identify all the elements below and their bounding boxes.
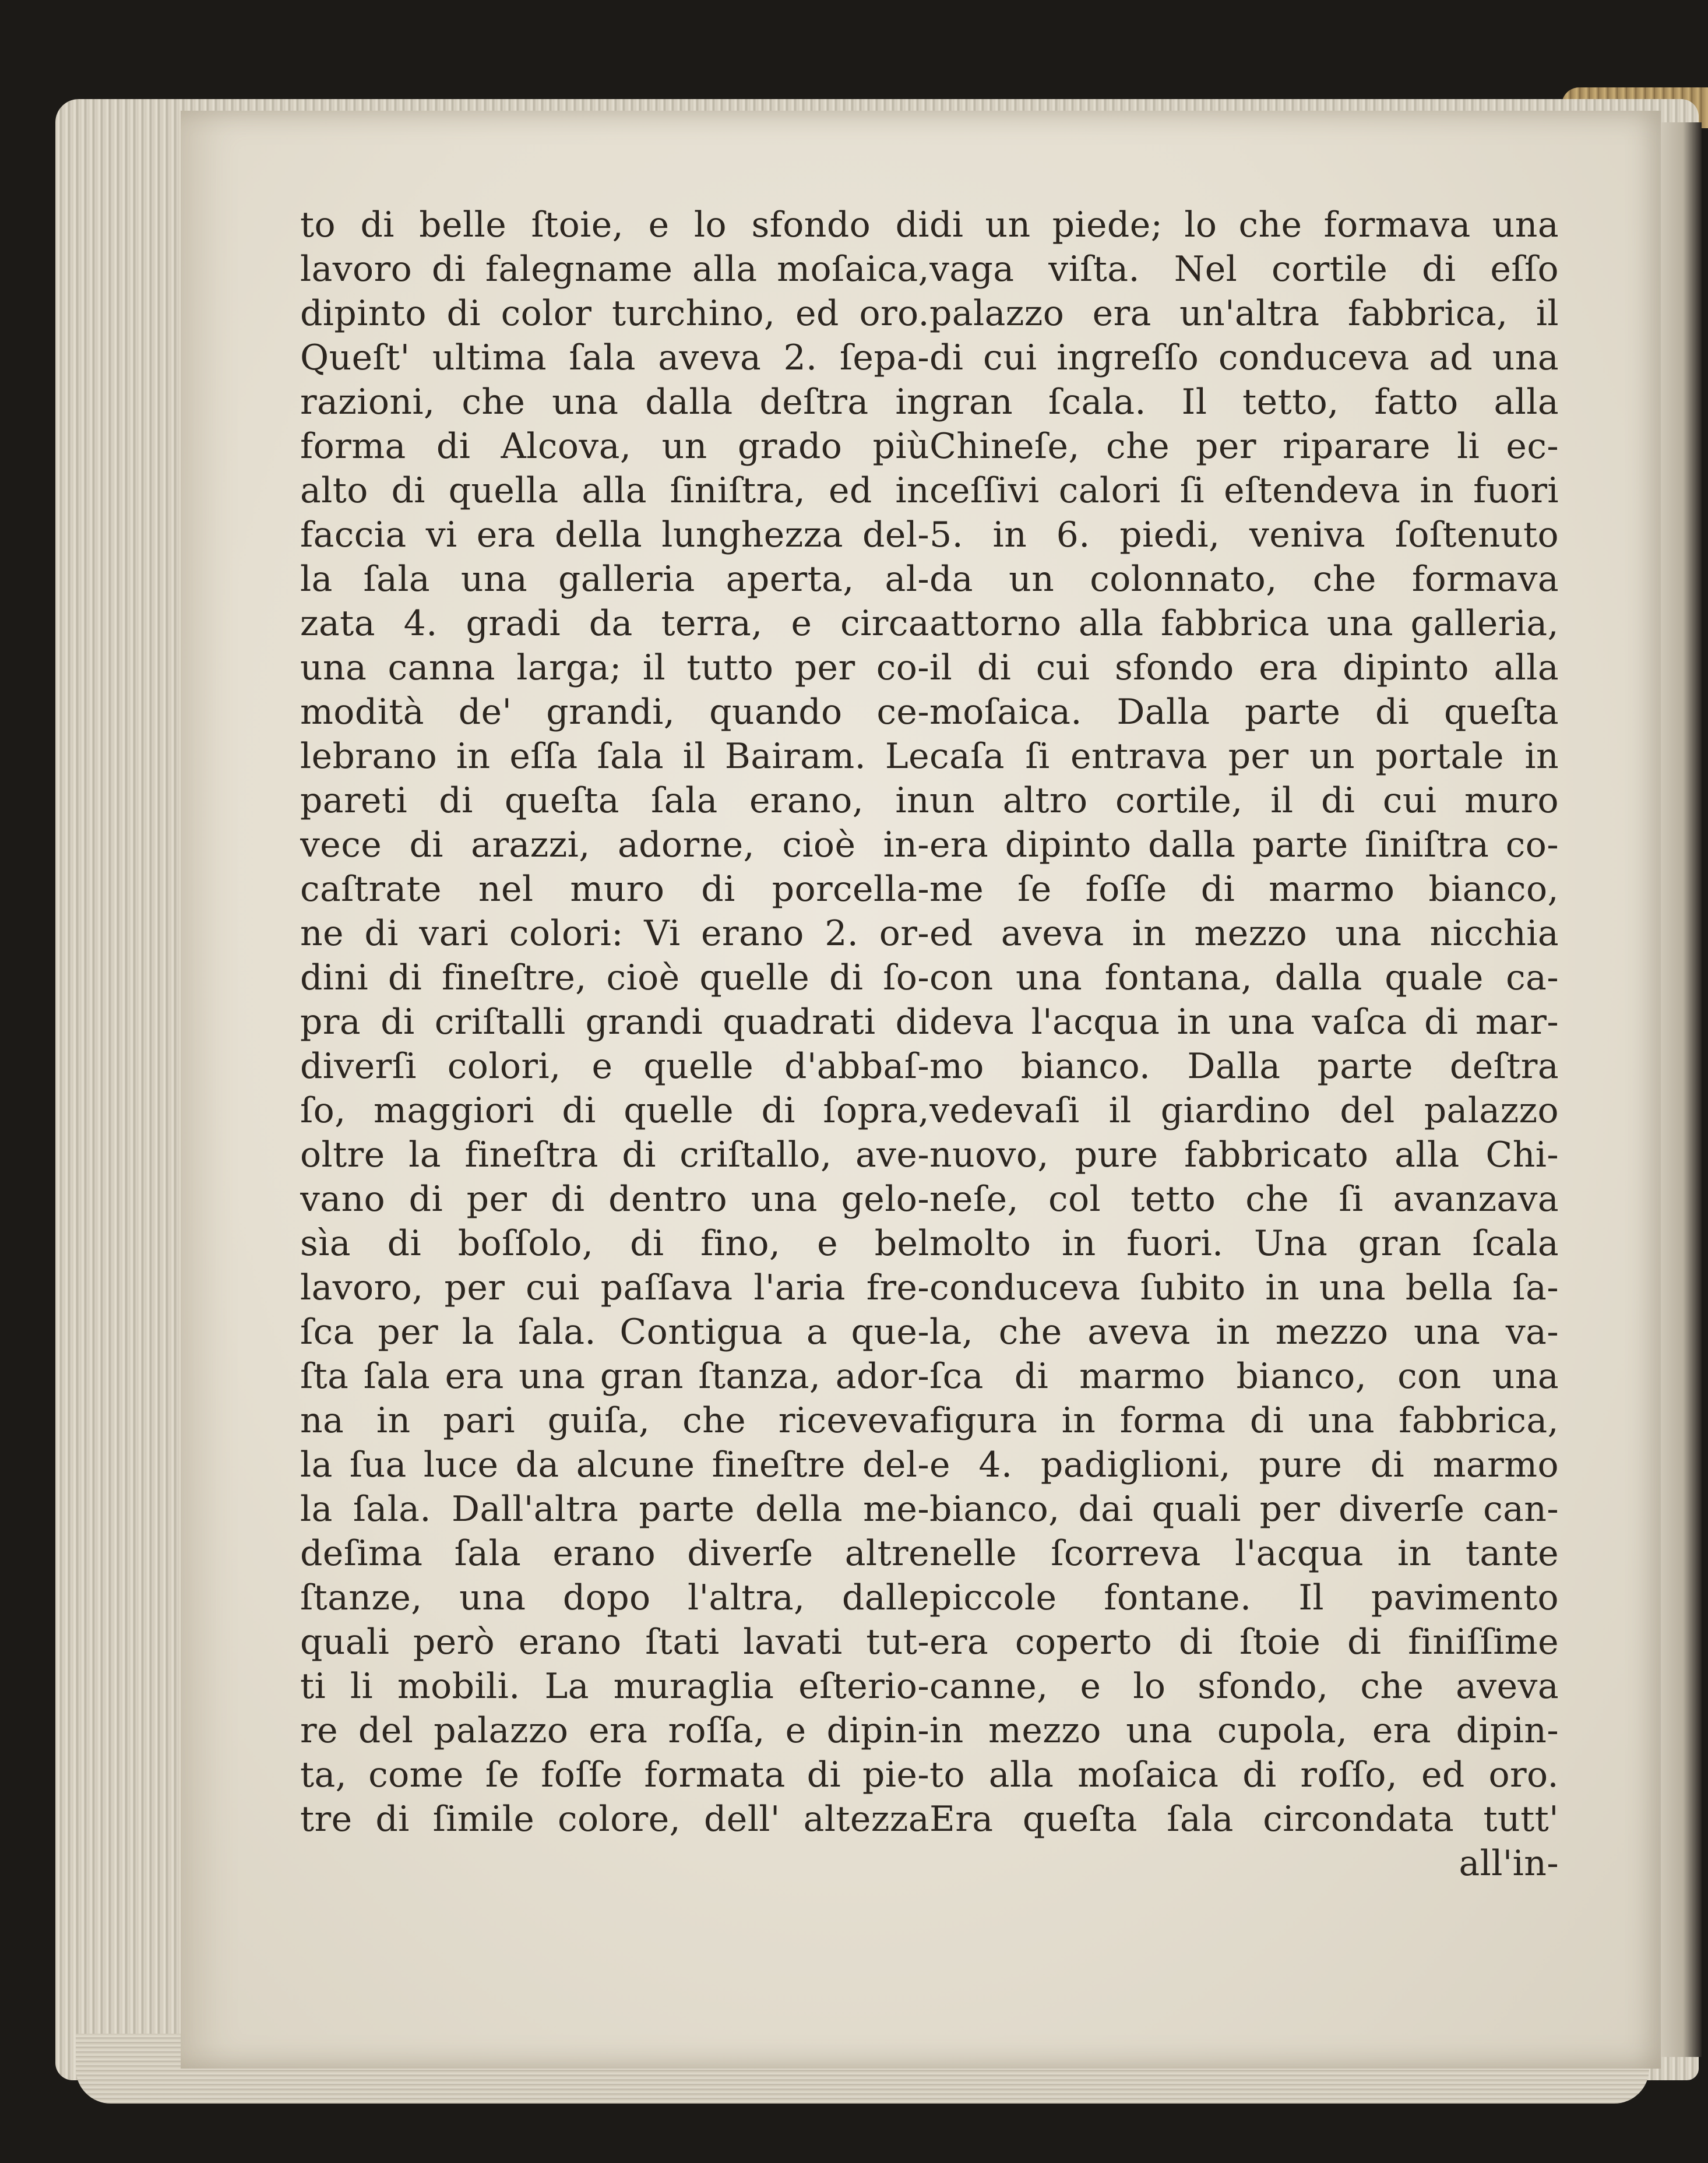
- text-column-right: [929, 203, 1559, 1886]
- text-line: sìa di boſſolo, di fino, e bel: [300, 1223, 929, 1264]
- text-line: lebrano in eſſa ſala il Bairam. Le: [300, 736, 929, 777]
- text-line: era coperto di ſtoie di finiſſime: [929, 1622, 1559, 1662]
- text-line: moſaica. Dalla parte di queſta: [929, 692, 1559, 732]
- text-line: e 4. padiglioni, pure di marmo: [929, 1445, 1559, 1485]
- text-line: un altro cortile, il di cui muro: [929, 780, 1559, 821]
- text-line: dini di fineſtre, cioè quelle di ſo-: [300, 957, 929, 998]
- text-line: palazzo era un'altra fabbrica, il: [929, 293, 1559, 334]
- text-line: conduceva ſubito in una bella ſa-: [929, 1267, 1559, 1308]
- text-column-left: [300, 203, 929, 1841]
- text-line: molto in fuori. Una gran ſcala: [929, 1223, 1559, 1264]
- text-line: piccole fontane. Il pavimento: [929, 1577, 1559, 1618]
- text-line: caſa ſi entrava per un portale in: [929, 736, 1559, 777]
- text-line: faccia vi era della lunghezza del-: [300, 515, 929, 555]
- text-line: ti li mobili. La muraglia eſterio-: [300, 1666, 929, 1707]
- text-line: zata 4. gradi da terra, e circa: [300, 603, 929, 644]
- text-line: 5. in 6. piedi, veniva ſoſtenuto: [929, 515, 1559, 555]
- text-line: forma di Alcova, un grado più: [300, 426, 929, 467]
- text-line: me ſe foſſe di marmo bianco,: [929, 869, 1559, 910]
- text-line: bianco, dai quali per diverſe can-: [929, 1489, 1559, 1530]
- text-line: ſtanze, una dopo l'altra, dalle: [300, 1577, 929, 1618]
- text-line: alto di quella alla ſiniſtra, ed in: [300, 470, 929, 511]
- text-line: to di belle ſtoie, e lo sfondo di: [300, 205, 929, 245]
- text-line: lavoro di falegname alla moſaica,: [300, 249, 929, 290]
- text-line: ceſſivi calori ſi eſtendeva in fuori: [929, 470, 1559, 511]
- text-line: ta, come ſe foſſe formata di pie-: [300, 1755, 929, 1795]
- text-line: da un colonnato, che formava: [929, 559, 1559, 600]
- text-line: razioni, che una dalla deſtra in: [300, 382, 929, 422]
- text-line: di un piede; lo che formava una: [929, 205, 1559, 245]
- text-line: la ſala. Dall'altra parte della me-: [300, 1489, 929, 1530]
- text-line: lavoro, per cui paſſava l'aria fre-: [300, 1267, 929, 1308]
- text-line: Queſt' ultima ſala aveva 2. ſepa-: [300, 337, 929, 378]
- text-line: pra di criſtalli grandi quadrati di: [300, 1002, 929, 1042]
- text-line: na in pari guiſa, che riceveva: [300, 1400, 929, 1441]
- text-line: con una fontana, dalla quale ca-: [929, 957, 1559, 998]
- text-line: ne di vari colori: Vi erano 2. or-: [300, 913, 929, 954]
- text-line: attorno alla fabbrica una galleria,: [929, 603, 1559, 644]
- text-line: dipinto di color turchino, ed oro.: [300, 293, 929, 334]
- text-line: una canna larga; il tutto per co-: [300, 647, 929, 688]
- text-line: vece di arazzi, adorne, cioè in-: [300, 825, 929, 865]
- text-line: la ſala una galleria aperta, al-: [300, 559, 929, 600]
- text-line: ſca di marmo bianco, con una: [929, 1356, 1559, 1397]
- text-line: to alla moſaica di roſſo, ed oro.: [929, 1755, 1559, 1795]
- text-line: vedevaſi il giardino del palazzo: [929, 1090, 1559, 1131]
- text-line: modità de' grandi, quando ce-: [300, 692, 929, 732]
- text-line: deva l'acqua in una vaſca di mar-: [929, 1002, 1559, 1042]
- text-line: neſe, col tetto che ſi avanzava: [929, 1179, 1559, 1220]
- text-line: era dipinto dalla parte ſiniſtra co-: [929, 825, 1559, 865]
- text-line: ſo, maggiori di quelle di ſopra,: [300, 1090, 929, 1131]
- text-line: oltre la fineſtra di criſtallo, ave-: [300, 1135, 929, 1175]
- text-line: tre di ſimile colore, dell' altezza: [300, 1799, 929, 1840]
- text-line: di cui ingreſſo conduceva ad una: [929, 337, 1559, 378]
- facing-page-edge: [1655, 122, 1702, 2057]
- text-line: ſta ſala era una gran ſtanza, ador-: [300, 1356, 929, 1397]
- text-line: Era queſta ſala circondata tutt': [929, 1799, 1559, 1840]
- text-line: pareti di queſta ſala erano, in: [300, 780, 929, 821]
- text-line: figura in forma di una fabbrica,: [929, 1400, 1559, 1441]
- text-line: il di cui sfondo era dipinto alla: [929, 647, 1559, 688]
- text-line: la ſua luce da alcune fineſtre del-: [300, 1445, 929, 1485]
- text-line: deſima ſala erano diverſe altre: [300, 1533, 929, 1574]
- text-line: ſca per la ſala. Contigua a que-: [300, 1312, 929, 1352]
- text-line: canne, e lo sfondo, che aveva: [929, 1666, 1559, 1707]
- text-line: Chineſe, che per riparare li ec-: [929, 426, 1559, 467]
- text-line: vano di per di dentro una gelo-: [300, 1179, 929, 1220]
- text-line: re del palazzo era roſſa, e dipin-: [300, 1710, 929, 1751]
- text-line: gran ſcala. Il tetto, fatto alla: [929, 382, 1559, 422]
- text-line: quali però erano ſtati lavati tut-: [300, 1622, 929, 1662]
- text-line: nuovo, pure fabbricato alla Chi-: [929, 1135, 1559, 1175]
- text-line: mo bianco. Dalla parte deſtra: [929, 1046, 1559, 1087]
- text-line: in mezzo una cupola, era dipin-: [929, 1710, 1559, 1751]
- text-line: nelle ſcorreva l'acqua in tante: [929, 1533, 1559, 1574]
- catchword: all'in-: [1459, 1843, 1559, 1884]
- text-line: vaga viſta. Nel cortile di eſſo: [929, 249, 1559, 290]
- text-line: la, che aveva in mezzo una va-: [929, 1312, 1559, 1352]
- text-line: ed aveva in mezzo una nicchia: [929, 913, 1559, 954]
- text-line: diverſi colori, e quelle d'abbaſ-: [300, 1046, 929, 1087]
- book-page: [181, 111, 1661, 2069]
- text-line: caſtrate nel muro di porcella-: [300, 869, 929, 910]
